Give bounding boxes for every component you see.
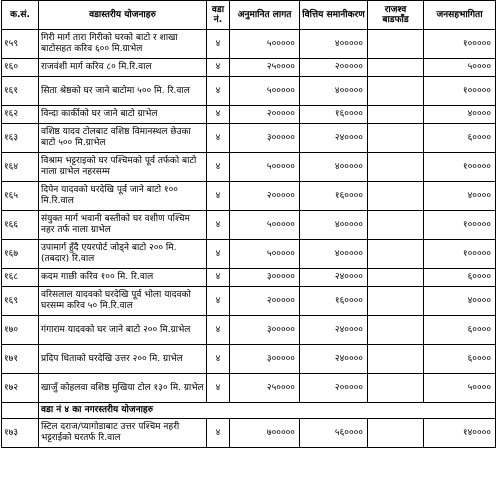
cell-estimated-cost: ३००००० (230, 345, 300, 374)
cell-revenue-sharing (368, 287, 424, 316)
table-row (2, 182, 496, 211)
table-header-row (2, 1, 496, 30)
table-row (2, 287, 496, 316)
cell-serial: १६० (2, 59, 39, 77)
cell-ward: ४ (207, 345, 230, 374)
cell-public-participation: ४०००० (424, 106, 496, 124)
cell-plan-name: वशिष्ठ यादव टोलबाट वशिष्ठ विमानस्थल छेउका बाटो ५०० मि.ग्राभेल (39, 124, 207, 153)
cell-revenue-sharing (368, 153, 424, 182)
cell-ward: ४ (207, 419, 230, 448)
cell-serial: १६५ (2, 182, 39, 211)
cell-estimated-cost: ५००००० (230, 77, 300, 106)
cell-revenue-sharing (368, 269, 424, 287)
cell-estimated-cost: ३००००० (230, 124, 300, 153)
cell-plan-name: प्रदिप धिताको घरदेखि उत्तर २०० मि. ग्राभेल (39, 345, 207, 374)
cell-public-participation: ४०००० (424, 287, 496, 316)
cell-public-participation: १००००० (424, 211, 496, 240)
cell-public-participation: ६०००० (424, 269, 496, 287)
cell-plan-name: खाजुँ कोहलवा वशिष्ठ मुखिया टोल १३० मि. ग्राभेल (39, 374, 207, 403)
cell-revenue-sharing (368, 124, 424, 153)
cell-plan-name: गंगाराम यादवको घर जाने बाटो २०० मि.ग्राभेल (39, 316, 207, 345)
cell-fiscal-equalization: २४०००० (300, 124, 368, 153)
cell-ward: ४ (207, 269, 230, 287)
ward-plans-table (1, 0, 496, 448)
cell-revenue-sharing (368, 182, 424, 211)
cell-revenue-sharing (368, 240, 424, 269)
cell-serial: १६२ (2, 106, 39, 124)
cell-ward: ४ (207, 240, 230, 269)
cell-revenue-sharing (368, 316, 424, 345)
cell-ward: ४ (207, 316, 230, 345)
header-serial: क.सं. (2, 1, 39, 30)
cell-plan-name: वरिसलाल यादवको घरदेखि पूर्व भोला यादवको घरसम्म करिव ५० मि.रि.वाल (39, 287, 207, 316)
cell-plan-name: स्टिल दराज/प्यागोडाबाट उत्तर पश्चिम नहरी भट्टराईको घरतर्फ रि.वाल (39, 419, 207, 448)
cell-ward: ४ (207, 374, 230, 403)
cell-ward: ४ (207, 106, 230, 124)
cell-estimated-cost: ५००००० (230, 153, 300, 182)
cell-plan-name: संयुक्त मार्ग भवानी बस्तीको घर वशीण पश्चिम नहर तर्फ नाला ग्राभेल (39, 211, 207, 240)
table-row (2, 316, 496, 345)
cell-fiscal-equalization: २४०००० (300, 345, 368, 374)
cell-fiscal-equalization: २००००० (300, 374, 368, 403)
header-ward: वडा नं. (207, 1, 230, 30)
cell-revenue-sharing (368, 59, 424, 77)
header-estimated-cost: अनुमानित लागत (230, 1, 300, 30)
cell-revenue-sharing (368, 374, 424, 403)
cell-fiscal-equalization: २००००० (300, 59, 368, 77)
cell-fiscal-equalization: ४००००० (300, 77, 368, 106)
cell-revenue-sharing (368, 77, 424, 106)
cell-public-participation: १००००० (424, 153, 496, 182)
section-title: वडा नं ४ का नगरस्तरीय योजनाहरु (39, 403, 496, 419)
table-row (2, 124, 496, 153)
cell-ward: ४ (207, 153, 230, 182)
cell-serial: १७० (2, 316, 39, 345)
cell-revenue-sharing (368, 345, 424, 374)
cell-fiscal-equalization: ४००००० (300, 153, 368, 182)
cell-public-participation: ५०००० (424, 374, 496, 403)
cell-public-participation: १००००० (424, 240, 496, 269)
cell-serial: १६९ (2, 287, 39, 316)
cell-revenue-sharing (368, 211, 424, 240)
cell-plan-name: उपामार्ग हुँदै एयरपोर्ट जोड्ने बाटो २०० मि.(तबदार) रि.वाल (39, 240, 207, 269)
cell-ward: ४ (207, 211, 230, 240)
cell-plan-name: दिपेन यादवको घरदेखि पूर्व जाने बाटो १०० मि.रि.वाल (39, 182, 207, 211)
cell-estimated-cost: २००००० (230, 182, 300, 211)
cell-fiscal-equalization: १६०००० (300, 287, 368, 316)
cell-serial: १६१ (2, 77, 39, 106)
cell-fiscal-equalization: २४०००० (300, 269, 368, 287)
cell-fiscal-equalization: २४०००० (300, 316, 368, 345)
cell-ward: ४ (207, 182, 230, 211)
cell-serial: १७१ (2, 345, 39, 374)
cell-ward: ४ (207, 77, 230, 106)
cell-estimated-cost: ५००००० (230, 211, 300, 240)
cell-fiscal-equalization: १६०००० (300, 106, 368, 124)
table-row (2, 59, 496, 77)
table-row (2, 30, 496, 59)
table-row (2, 240, 496, 269)
cell-estimated-cost: ५००००० (230, 30, 300, 59)
header-revenue-sharing: राजश्व बाडफाँड (368, 1, 424, 30)
table-row (2, 77, 496, 106)
cell-serial: १६८ (2, 269, 39, 287)
header-public-participation: जनसहभागिता (424, 1, 496, 30)
cell-ward: ४ (207, 59, 230, 77)
table-row (2, 211, 496, 240)
cell-fiscal-equalization: १६०००० (300, 182, 368, 211)
cell-plan-name: राजवंशी मार्ग करिव ८० मि.रि.वाल (39, 59, 207, 77)
cell-estimated-cost: ५००००० (230, 240, 300, 269)
document-page (1, 0, 495, 448)
table-row (2, 374, 496, 403)
cell-serial (2, 403, 39, 419)
cell-revenue-sharing (368, 419, 424, 448)
table-row (2, 345, 496, 374)
cell-public-participation: १४०००० (424, 419, 496, 448)
table-row (2, 153, 496, 182)
cell-estimated-cost: ३००००० (230, 316, 300, 345)
cell-public-participation: ४०००० (424, 182, 496, 211)
cell-serial: १६७ (2, 240, 39, 269)
cell-public-participation: ६०००० (424, 345, 496, 374)
cell-plan-name: विश्राम भट्टराइको घर पश्चिमको पूर्व तर्फको बाटो नाला ग्राभेल नहरसम्म (39, 153, 207, 182)
cell-ward: ४ (207, 30, 230, 59)
cell-serial: १५९ (2, 30, 39, 59)
cell-serial: १६३ (2, 124, 39, 153)
cell-estimated-cost: २००००० (230, 106, 300, 124)
cell-fiscal-equalization: ४००००० (300, 211, 368, 240)
table-row (2, 269, 496, 287)
cell-revenue-sharing (368, 30, 424, 59)
cell-plan-name: विन्दा कार्कीको घर जाने बाटो ग्राभेल (39, 106, 207, 124)
cell-public-participation: ५०००० (424, 59, 496, 77)
cell-ward: ४ (207, 124, 230, 153)
cell-estimated-cost: २५०००० (230, 374, 300, 403)
cell-estimated-cost: ३००००० (230, 269, 300, 287)
cell-public-participation: १००००० (424, 30, 496, 59)
cell-ward: ४ (207, 287, 230, 316)
cell-estimated-cost: ७००००० (230, 419, 300, 448)
cell-plan-name: कदम गाछी करिव १०० मि. रि.वाल (39, 269, 207, 287)
cell-public-participation: ६०००० (424, 316, 496, 345)
cell-plan-name: गिरी मार्ग तारा गिरीको घरको बाटो र शाखा बाटोसहत करिव ६०० मि.ग्राभेल (39, 30, 207, 59)
header-plan-name: वडास्तरीय योजनाहरु (39, 1, 207, 30)
section-header-row (2, 403, 496, 419)
cell-serial: १६४ (2, 153, 39, 182)
cell-fiscal-equalization: ४००००० (300, 240, 368, 269)
cell-serial: १७२ (2, 374, 39, 403)
cell-estimated-cost: २५०००० (230, 59, 300, 77)
cell-serial: १६६ (2, 211, 39, 240)
cell-revenue-sharing (368, 106, 424, 124)
cell-estimated-cost: २००००० (230, 287, 300, 316)
cell-plan-name: सिता श्रेष्ठको घर जाने बाटोमा ५०० मि. रि.वाल (39, 77, 207, 106)
header-fiscal-equalization: वित्तिय समानीकरण (300, 1, 368, 30)
table-row (2, 106, 496, 124)
table-row (2, 419, 496, 448)
cell-fiscal-equalization: ४००००० (300, 30, 368, 59)
cell-public-participation: १००००० (424, 77, 496, 106)
cell-serial: १७३ (2, 419, 39, 448)
cell-fiscal-equalization: ५६०००० (300, 419, 368, 448)
cell-public-participation: ६०००० (424, 124, 496, 153)
